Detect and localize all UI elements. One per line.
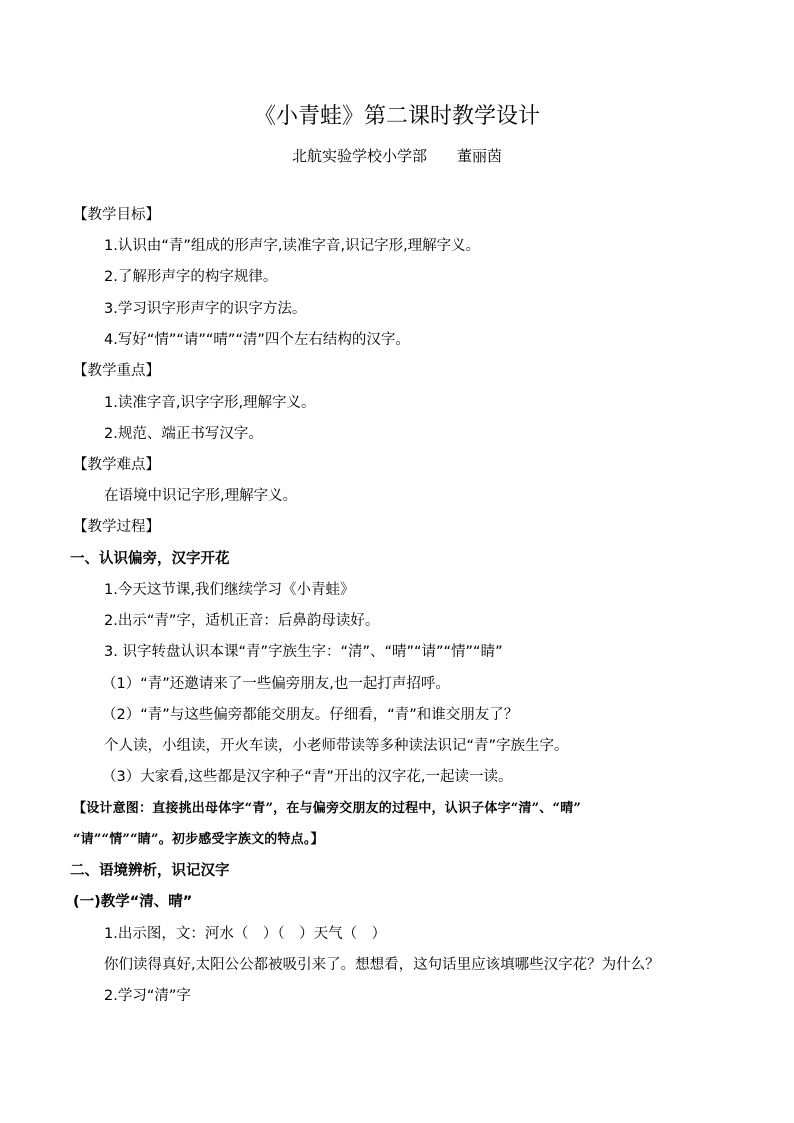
part1-item: （1）“青”还邀请来了一些偏旁朋友,也一起打声招呼。 xyxy=(102,676,450,692)
document-title: 《小青蛙》第二课时教学设计 xyxy=(253,104,540,129)
part2-item: 2.学习“清”字 xyxy=(104,988,191,1004)
difficulty-text: 在语境中识记字形,理解字义。 xyxy=(104,488,298,504)
goal-item: 1.认识由“青”组成的形声字,读准字音,识记字形,理解字义。 xyxy=(104,238,481,254)
part1-heading: 一、认识偏旁，汉字开花 xyxy=(70,551,230,567)
part1-item: （2）“青”与这些偏旁都能交朋友。仔细看，“青”和谁交朋友了？ xyxy=(102,707,519,723)
design-intent-line2: “请”“情”“睛”。初步感受字族文的特点。】 xyxy=(73,832,324,847)
design-intent-line1: 【设计意图：直接挑出母体字“青”，在与偏旁交朋友的过程中，认识子体字“清”、“晴” xyxy=(73,801,582,816)
goal-item: 2.了解形声字的构字规律。 xyxy=(104,269,278,285)
part2-sub-heading: (一)教学“清、晴” xyxy=(73,894,193,910)
part2-item: 1.出示图，文：河水（ ）（ ）天气（ ） xyxy=(104,926,387,942)
part1-item: 个人读，小组读，开火车读，小老师带读等多种读法识记“青”字族生字。 xyxy=(104,738,569,754)
school-name: 北航实验学校小学部 xyxy=(291,147,427,165)
focus-item: 2.规范、端正书写汉字。 xyxy=(104,426,263,442)
focus-heading: 【教学重点】 xyxy=(73,363,160,379)
focus-item: 1.读准字音,识字字形,理解字义。 xyxy=(104,395,316,411)
difficulty-heading: 【教学难点】 xyxy=(73,457,160,473)
part1-item: 1.今天这节课,我们继续学习《小青蛙》 xyxy=(104,582,355,598)
part2-item: 你们读得真好,太阳公公都被吸引来了。想想看，这句话里应该填哪些汉字花？为什么？ xyxy=(104,957,660,973)
teacher-name: 董丽茵 xyxy=(457,147,503,165)
author-line xyxy=(0,146,794,166)
part1-item: 2.出示“青”字，适机正音：后鼻韵母读好。 xyxy=(104,613,380,629)
goals-heading: 【教学目标】 xyxy=(73,207,160,223)
part1-item: （3）大家看,这些都是汉字种子“青”开出的汉字花,一起读一读。 xyxy=(102,769,513,785)
process-heading: 【教学过程】 xyxy=(73,519,160,535)
part2-heading: 二、语境辨析，识记汉字 xyxy=(70,863,230,879)
goal-item: 4.写好“情”“请”“晴”“清”四个左右结构的汉字。 xyxy=(104,332,410,348)
goal-item: 3.学习识字形声字的识字方法。 xyxy=(104,301,307,317)
part1-item: 3. 识字转盘认识本课“青”字族生字：“清”、“晴”“请”“情”“睛” xyxy=(104,644,503,660)
